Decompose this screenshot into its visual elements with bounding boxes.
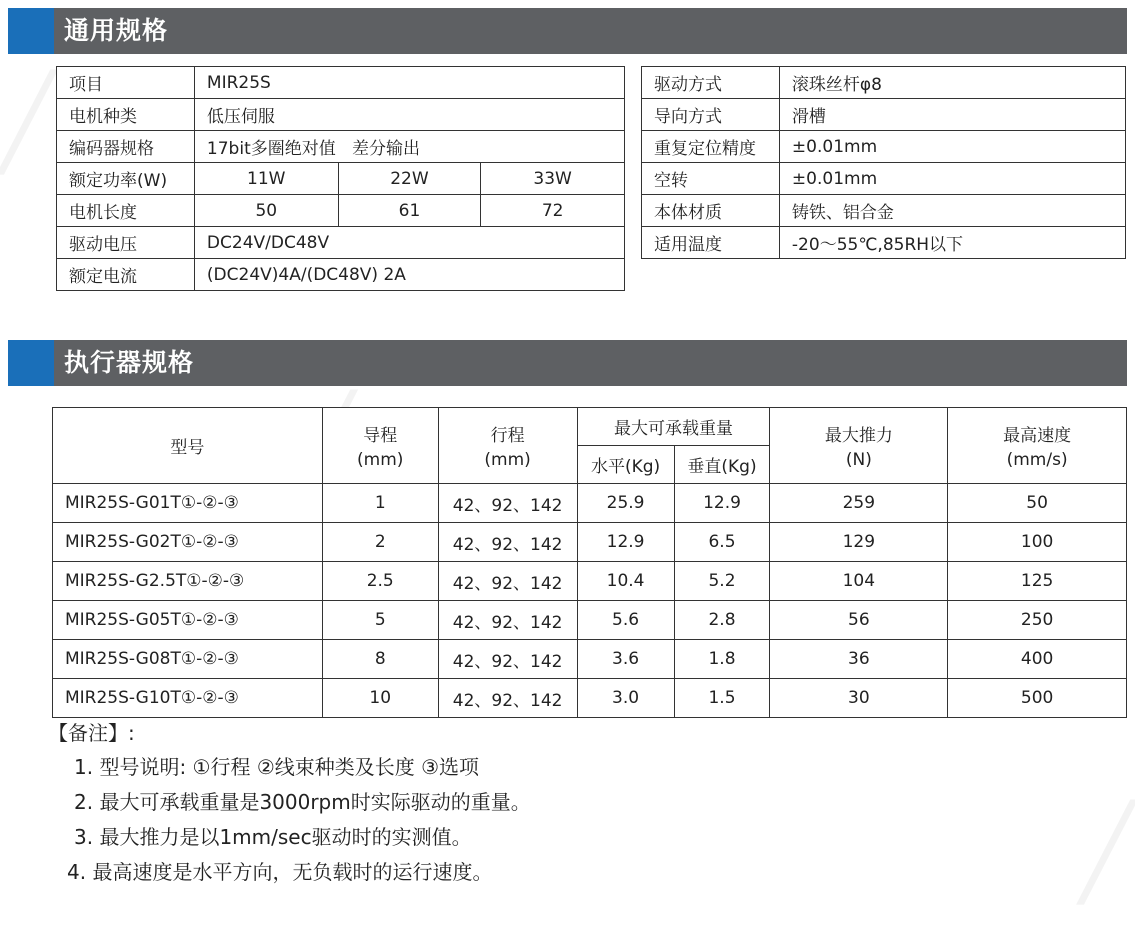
spec-value: (DC24V)4A/(DC48V) 2A <box>194 259 624 291</box>
table-row <box>57 99 625 131</box>
table-row <box>57 131 625 163</box>
spec-value: 低压伺服 <box>194 99 624 131</box>
spec-value: 22W <box>338 163 481 195</box>
spec-value: 33W <box>481 163 625 195</box>
spec-label: 空转 <box>642 163 780 195</box>
spec-label: 编码器规格 <box>57 131 195 163</box>
header-speed-unit: (mm/s) <box>1006 450 1068 470</box>
horizontal-load-cell: 3.0 <box>577 679 674 718</box>
table-row <box>53 523 1127 562</box>
general-spec-title: 通用规格 <box>64 16 169 45</box>
table-row <box>57 195 625 227</box>
spec-label: 项目 <box>57 67 195 99</box>
spec-value: 滚珠丝杆φ8 <box>779 67 1125 99</box>
header-max-load: 最大可承载重量 <box>577 408 770 446</box>
note-item: 2. 最大可承载重量是3000rpm时实际驱动的重量。 <box>74 790 531 814</box>
model-cell: MIR25S-G02T①-②-③ <box>53 523 323 562</box>
header-max-thrust <box>770 408 948 484</box>
speed-cell: 100 <box>948 523 1127 562</box>
spec-label: 电机长度 <box>57 195 195 227</box>
table-row <box>53 640 1127 679</box>
thrust-cell: 30 <box>770 679 948 718</box>
thrust-cell: 104 <box>770 562 948 601</box>
general-spec-left-table <box>56 66 625 291</box>
header-lead-unit: (mm) <box>357 450 404 470</box>
header-model: 型号 <box>53 408 323 484</box>
lead-cell: 8 <box>322 640 438 679</box>
spec-value: DC24V/DC48V <box>194 227 624 259</box>
stroke-cell: 42、92、142 <box>438 679 577 718</box>
header-stroke <box>438 408 577 484</box>
spec-label: 电机种类 <box>57 99 195 131</box>
table-row <box>53 601 1127 640</box>
header-speed-label: 最高速度 <box>1003 426 1072 446</box>
spec-label: 本体材质 <box>642 195 780 227</box>
spec-label: 导向方式 <box>642 99 780 131</box>
header-stroke-label: 行程 <box>490 426 525 446</box>
spec-label: 额定功率(W) <box>57 163 195 195</box>
vertical-load-cell: 1.8 <box>674 640 770 679</box>
table-row <box>642 227 1126 259</box>
model-cell: MIR25S-G01T①-②-③ <box>53 484 323 523</box>
spec-value: 72 <box>481 195 625 227</box>
table-header-row <box>53 408 1127 446</box>
stroke-cell: 42、92、142 <box>438 523 577 562</box>
table-row <box>642 163 1126 195</box>
stroke-cell: 42、92、142 <box>438 484 577 523</box>
actuator-spec-table <box>52 407 1127 718</box>
watermark-shape: ╱ <box>1080 800 1135 905</box>
spec-label: 适用温度 <box>642 227 780 259</box>
header-vertical: 垂直(Kg) <box>674 446 770 484</box>
spec-value: 17bit多圈绝对值 差分输出 <box>194 131 624 163</box>
actuator-spec-header <box>8 340 1127 386</box>
spec-value: -20～55℃,85RH以下 <box>779 227 1125 259</box>
table-row <box>642 195 1126 227</box>
spec-value: MIR25S <box>194 67 624 99</box>
table-row <box>642 67 1126 99</box>
thrust-cell: 259 <box>770 484 948 523</box>
header-thrust-unit: (N) <box>845 450 872 470</box>
thrust-cell: 129 <box>770 523 948 562</box>
stroke-cell: 42、92、142 <box>438 562 577 601</box>
vertical-load-cell: 5.2 <box>674 562 770 601</box>
spec-label: 驱动电压 <box>57 227 195 259</box>
lead-cell: 1 <box>322 484 438 523</box>
speed-cell: 125 <box>948 562 1127 601</box>
header-horizontal: 水平(Kg) <box>577 446 674 484</box>
model-cell: MIR25S-G08T①-②-③ <box>53 640 323 679</box>
horizontal-load-cell: 5.6 <box>577 601 674 640</box>
spec-value: ±0.01mm <box>779 163 1125 195</box>
table-row <box>57 67 625 99</box>
model-cell: MIR25S-G2.5T①-②-③ <box>53 562 323 601</box>
thrust-cell: 36 <box>770 640 948 679</box>
stroke-cell: 42、92、142 <box>438 601 577 640</box>
speed-cell: 400 <box>948 640 1127 679</box>
horizontal-load-cell: 25.9 <box>577 484 674 523</box>
watermark-shape: ╱ <box>0 70 55 175</box>
general-spec-right-table <box>641 66 1126 259</box>
stroke-cell: 42、92、142 <box>438 640 577 679</box>
table-row <box>57 259 625 291</box>
spec-value: 铸铁、铝合金 <box>779 195 1125 227</box>
note-item: 3. 最大推力是以1mm/sec驱动时的实测值。 <box>74 825 472 849</box>
table-row <box>53 679 1127 718</box>
spec-label: 额定电流 <box>57 259 195 291</box>
vertical-load-cell: 2.8 <box>674 601 770 640</box>
header-thrust-label: 最大推力 <box>824 426 893 446</box>
table-row <box>53 562 1127 601</box>
lead-cell: 2 <box>322 523 438 562</box>
model-cell: MIR25S-G05T①-②-③ <box>53 601 323 640</box>
vertical-load-cell: 1.5 <box>674 679 770 718</box>
spec-value: 11W <box>194 163 338 195</box>
notes-heading: 【备注】: <box>48 721 135 745</box>
lead-cell: 10 <box>322 679 438 718</box>
spec-value: 50 <box>194 195 338 227</box>
speed-cell: 250 <box>948 601 1127 640</box>
general-spec-header <box>8 8 1127 54</box>
thrust-cell: 56 <box>770 601 948 640</box>
horizontal-load-cell: 12.9 <box>577 523 674 562</box>
horizontal-load-cell: 3.6 <box>577 640 674 679</box>
horizontal-load-cell: 10.4 <box>577 562 674 601</box>
spec-value: 61 <box>338 195 481 227</box>
table-row <box>57 163 625 195</box>
spec-label: 重复定位精度 <box>642 131 780 163</box>
table-row <box>642 131 1126 163</box>
spec-value: ±0.01mm <box>779 131 1125 163</box>
lead-cell: 2.5 <box>322 562 438 601</box>
lead-cell: 5 <box>322 601 438 640</box>
table-row <box>53 484 1127 523</box>
table-row <box>642 99 1126 131</box>
model-cell: MIR25S-G10T①-②-③ <box>53 679 323 718</box>
vertical-load-cell: 6.5 <box>674 523 770 562</box>
header-lead-label: 导程 <box>363 426 398 446</box>
header-stroke-unit: (mm) <box>484 450 531 470</box>
header-lead <box>322 408 438 484</box>
note-item: 1. 型号说明: ①行程 ②线束种类及长度 ③选项 <box>74 755 480 779</box>
spec-value: 滑槽 <box>779 99 1125 131</box>
actuator-table-body <box>53 484 1127 718</box>
spec-label: 驱动方式 <box>642 67 780 99</box>
speed-cell: 50 <box>948 484 1127 523</box>
header-accent-block <box>8 340 54 386</box>
speed-cell: 500 <box>948 679 1127 718</box>
actuator-spec-title: 执行器规格 <box>64 348 195 377</box>
vertical-load-cell: 12.9 <box>674 484 770 523</box>
table-row <box>57 227 625 259</box>
header-max-speed <box>948 408 1127 484</box>
header-accent-block <box>8 8 54 54</box>
notes-section <box>48 716 531 890</box>
note-item: 4. 最高速度是水平方向，无负载时的运行速度。 <box>67 860 493 884</box>
